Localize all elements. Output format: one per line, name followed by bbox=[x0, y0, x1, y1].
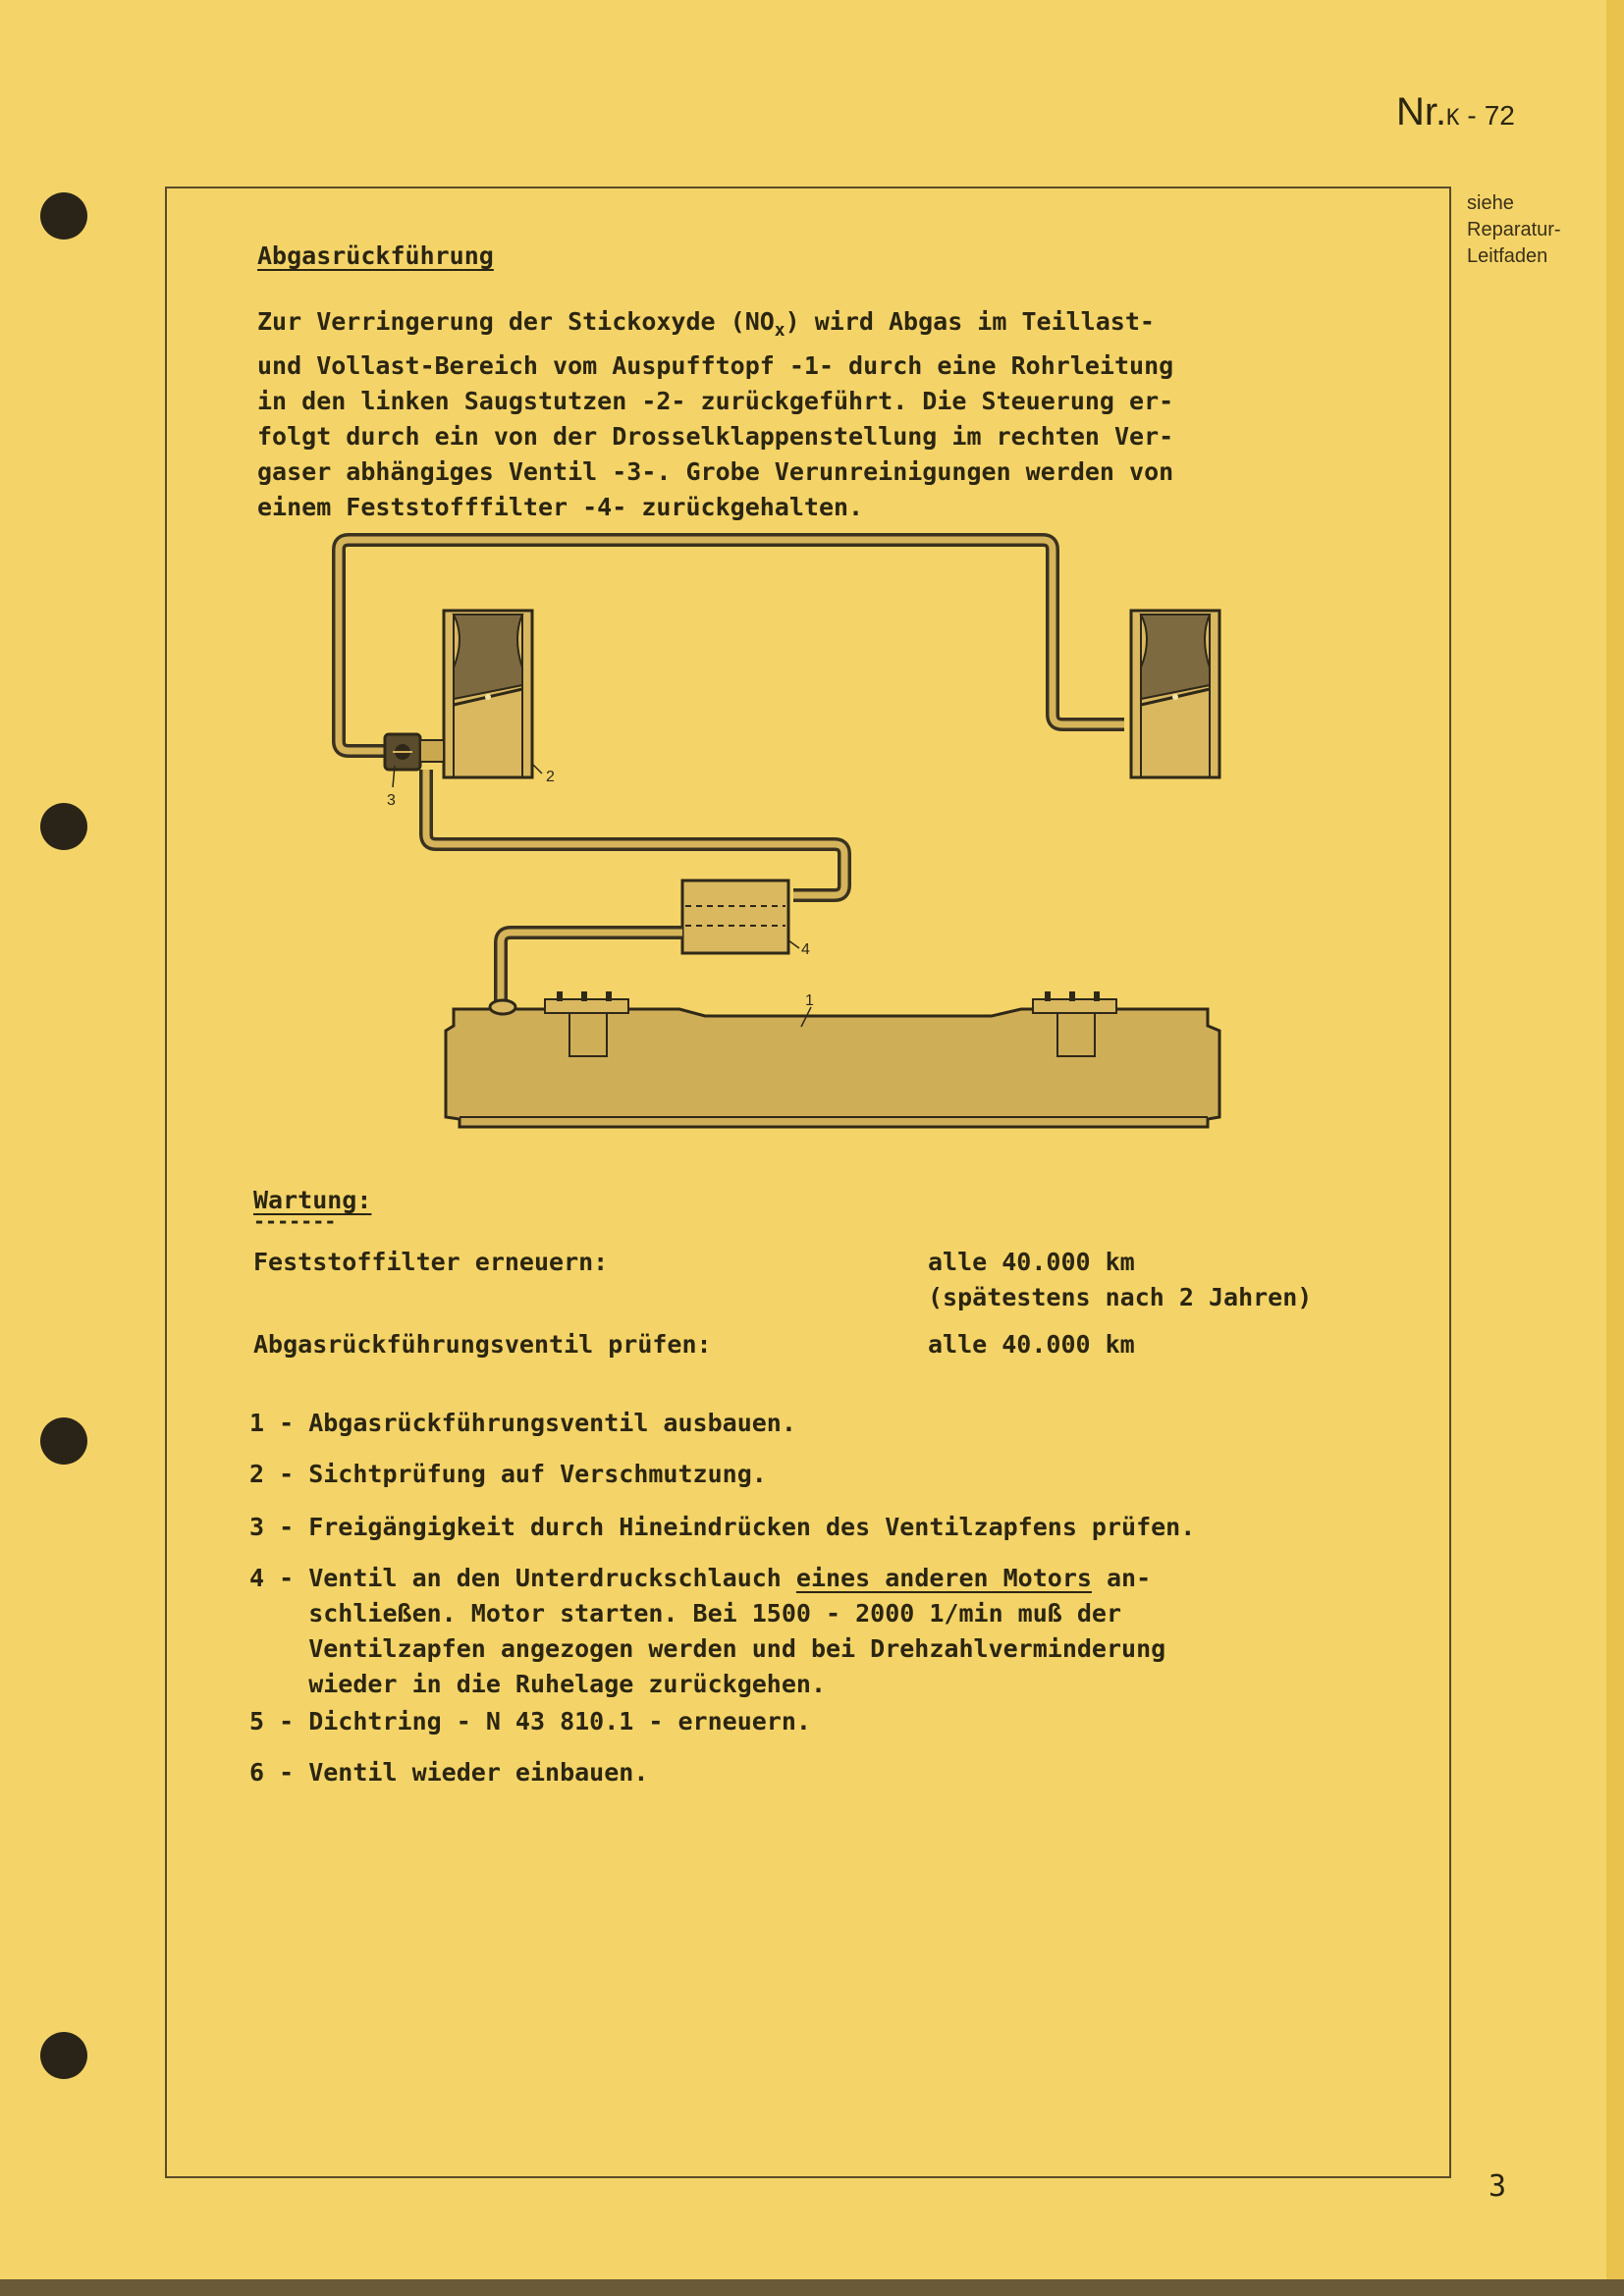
label-2: 2 bbox=[546, 769, 555, 785]
step-3: 3 - Freigängigkeit durch Hineindrücken des Ventilzapfens prüfen. bbox=[249, 1513, 1196, 1541]
doc-series: K bbox=[1446, 106, 1460, 131]
maintenance-row1-value: alle 40.000 km (spätestens nach 2 Jahren) bbox=[928, 1248, 1313, 1311]
maintenance-row2-value: alle 40.000 km bbox=[928, 1330, 1135, 1359]
maintenance-heading: Wartung: bbox=[253, 1186, 372, 1214]
intro-line: gaser abhängiges Ventil -3-. Grobe Verunreinigungen werden von bbox=[257, 457, 1174, 486]
intro-line: Zur Verringerung der Stickoxyde $(NO_x)$ wird Abgas im Teillast- bbox=[257, 307, 1155, 341]
side-note-line: siehe bbox=[1467, 192, 1514, 214]
maintenance-heading-rule: ------- bbox=[253, 1209, 337, 1233]
doc-nr-prefix: Nr. bbox=[1396, 90, 1447, 133]
punch-hole bbox=[40, 1417, 87, 1465]
step-5: 5 - Dichtring - N 43 810.1 - erneuern. bbox=[249, 1707, 811, 1735]
step-1: 1 - Abgasrückführungsventil ausbauen. bbox=[249, 1409, 796, 1437]
intro-line: und Vollast-Bereich vom Auspufftopf -1- durch eine Rohrleitung bbox=[257, 351, 1174, 380]
punch-hole bbox=[40, 803, 87, 850]
egr-valve bbox=[385, 734, 444, 770]
document-number bbox=[1396, 90, 1515, 134]
step-2: 2 - Sichtprüfung auf Verschmutzung. bbox=[249, 1460, 767, 1488]
section-title: Abgasrückführung bbox=[257, 241, 494, 270]
maintenance-row2-label: Abgasrückführungsventil prüfen: bbox=[253, 1330, 712, 1359]
side-note-line: Reparatur- bbox=[1467, 219, 1561, 240]
subscript-x: x bbox=[774, 320, 785, 341]
emphasis-other-engine: eines anderen Motors bbox=[795, 1564, 1092, 1592]
intro-line: folgt durch ein von der Drosselklappenstellung im rechten Ver- bbox=[257, 422, 1174, 451]
recirculation-pipe-lower bbox=[426, 770, 844, 895]
maintenance-row1-label: Feststoffilter erneuern: bbox=[253, 1248, 609, 1276]
step-6: 6 - Ventil wieder einbauen. bbox=[249, 1758, 649, 1787]
doc-number: 72 bbox=[1484, 100, 1515, 131]
particle-filter bbox=[682, 881, 788, 953]
step-4: 4 - Ventil an den Unterdruckschlauch eines anderen Motors an- schließen. Motor starten. Bei 1500 - 2000 1/min muß der Ventilzapfen angezogen werden und bei Drehzahlverminderung wieder in die Ruhelage zurückgehen. bbox=[249, 1564, 1166, 1698]
intro-line: in den linken Saugstutzen -2- zurückgeführt. Die Steuerung er- bbox=[257, 387, 1174, 415]
right-intake-manifold bbox=[1131, 611, 1219, 777]
exhaust-recirculation-diagram bbox=[324, 530, 1237, 1148]
punch-hole bbox=[40, 2032, 87, 2079]
doc-dash: - bbox=[1467, 100, 1477, 131]
intro-line: einem Feststofffilter -4- zurückgehalten. bbox=[257, 493, 864, 521]
label-3: 3 bbox=[387, 792, 396, 809]
intro-paragraph bbox=[257, 304, 1173, 525]
recirculation-pipe-muffler bbox=[501, 933, 682, 1003]
exhaust-muffler bbox=[446, 991, 1219, 1127]
side-note bbox=[1467, 190, 1561, 270]
punch-hole bbox=[40, 192, 87, 240]
page-edge-right bbox=[1606, 0, 1624, 2296]
left-intake-manifold bbox=[444, 611, 532, 777]
label-4: 4 bbox=[801, 941, 810, 958]
page-number: 3 bbox=[1489, 2169, 1507, 2204]
side-note-line: Leitfaden bbox=[1467, 245, 1548, 267]
page-edge-bottom bbox=[0, 2279, 1624, 2296]
label-1: 1 bbox=[805, 992, 814, 1009]
